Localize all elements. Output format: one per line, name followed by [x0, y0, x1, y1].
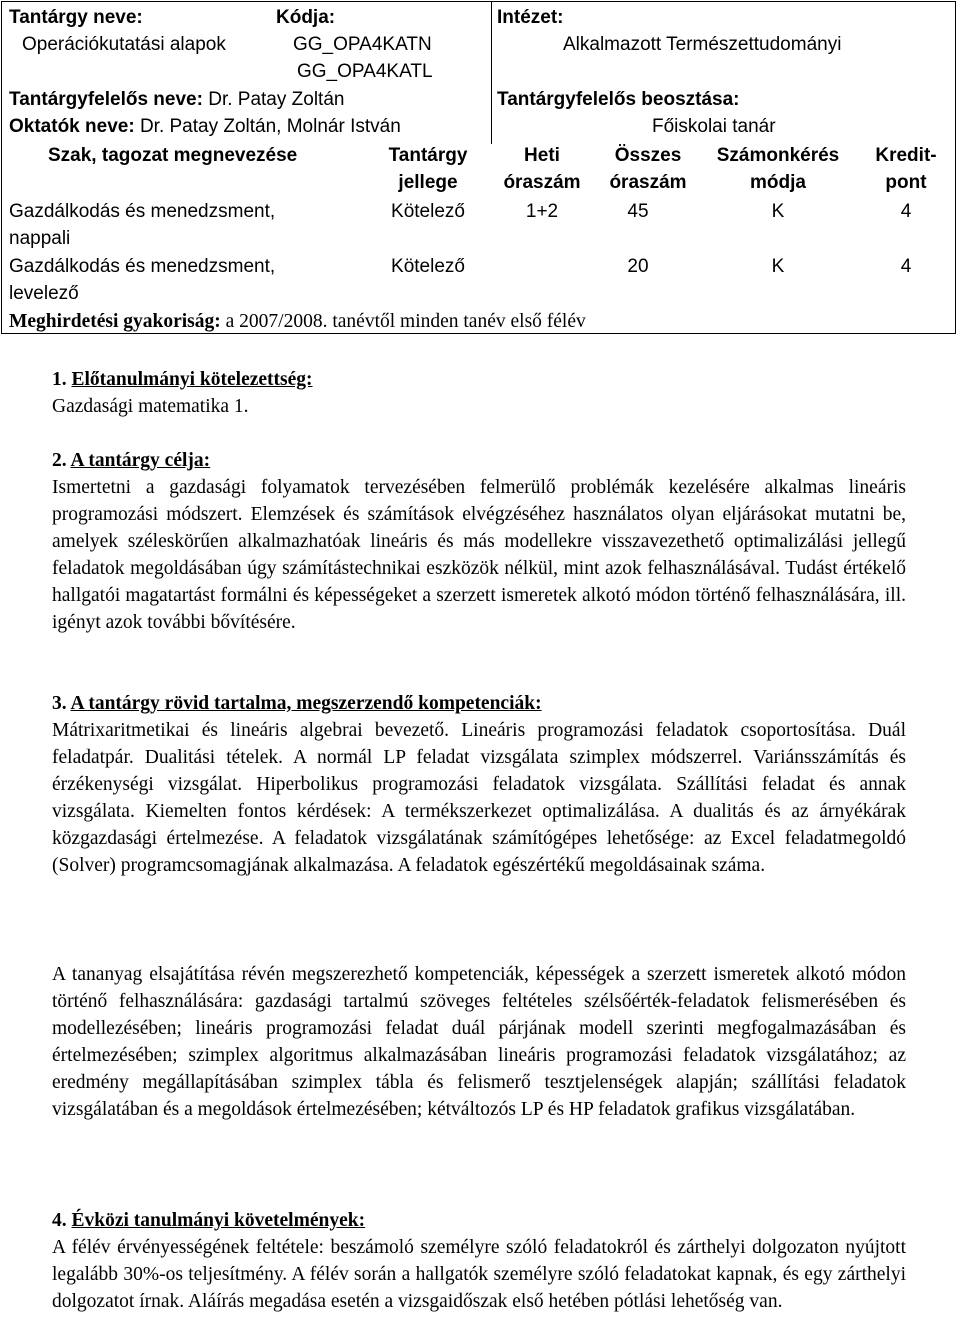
section-4-heading — [52, 1207, 906, 1234]
row2-credit: 4 — [900, 256, 912, 277]
row1-program-line2: nappali — [9, 228, 71, 249]
col-type — [373, 142, 483, 196]
section-1-text: Gazdasági matematika 1. — [52, 396, 249, 417]
section-4-num: 4. — [52, 1210, 67, 1231]
row1-program-line1: Gazdálkodás és menedzsment, — [9, 201, 276, 222]
teachers-row — [9, 113, 401, 140]
section-2-num: 2. — [52, 450, 67, 471]
section-1-heading — [52, 366, 906, 393]
row2-program-line1: Gazdálkodás és menedzsment, — [9, 256, 276, 277]
responsible-label: Tantárgyfelelős neve: — [9, 89, 203, 110]
code-label: Kódja: — [276, 7, 336, 28]
section-4-title: Évközi tanulmányi követelmények: — [71, 1210, 366, 1231]
col-type-line2: jellege — [398, 172, 458, 193]
section-3-text-2: A tananyag elsajátítása révén megszerezhető kompetenciák, képességek a szerzett ismeretek alkotó módon történő felhasználására: gazdasági tartalmú szöveges feltételes szélsőérték-feladatok felismerésében és modellezésében; lineáris programozási feladat duál párjának modell szerinti megfogalmazásában és értelmezésében; szimplex algoritmus alkalmazásában lineáris programozási feladatok vizsgálatához; az eredmény megállapításában szimplex tábla és felismerő tesztjelenségek alapján; szállítási feladatok vizsgálatában és a megoldások értelmezésében; kétváltozós LP és HP feladatok grafikus vizsgálatában. — [52, 964, 906, 1120]
col-total — [593, 142, 703, 196]
row1-program — [9, 198, 275, 252]
responsible-row — [9, 86, 344, 113]
row1-type: Kötelező — [391, 201, 465, 222]
teachers-label: Oktatók neve: — [9, 116, 135, 137]
code-value-1: GG_OPA4KATN — [293, 34, 432, 55]
section-2-heading — [52, 447, 906, 474]
col-credit — [858, 142, 954, 196]
section-2 — [52, 447, 906, 636]
row2-total: 20 — [627, 256, 649, 277]
row1-credit: 4 — [900, 201, 912, 222]
section-3-text-1: Mátrixaritmetikai és lineáris algebrai bevezető. Lineáris programozási feladatok csoportosítása. Duál feladatpár. Dualitási tételek. A normál LP feladat vizsgálata szimplex módszerrel. Variánsszámítás és érzékenységi vizsgálat. Hiperbolikus programozási feladatok vizsgálata. Szállítási feladat és annak vizsgálata. Kiemelten fontos kérdések: A termékszerkezet optimalizálása. A dualitás és az árnyékárak közgazdasági értelmezése. A feladatok vizsgálatának számítógépes lehetősége: az Excel feladatmegoldó (Solver) programcsomagjának alkalmazása. A feladatok egészértékű megoldásainak száma. — [52, 720, 906, 876]
table-divider — [491, 1, 492, 144]
position-label: Tantárgyfelelős beosztása: — [497, 89, 740, 110]
subject-label: Tantárgy neve: — [9, 7, 143, 28]
col-type-line1: Tantárgy — [388, 145, 468, 166]
col-credit-line2: pont — [885, 172, 927, 193]
row2-exam: K — [771, 256, 785, 277]
frequency-label: Meghirdetési gyakoriság: — [9, 311, 221, 332]
col-weekly-line1: Heti — [524, 145, 560, 166]
section-3 — [52, 690, 906, 879]
teachers-value: Dr. Patay Zoltán, Molnár István — [139, 116, 401, 137]
subject-value: Operációkutatási alapok — [22, 34, 226, 55]
col-program: Szak, tagozat megnevezése — [48, 145, 298, 166]
row2-program — [9, 253, 275, 307]
col-credit-line1: Kredit- — [875, 145, 937, 166]
position-value: Főiskolai tanár — [652, 116, 776, 137]
frequency-value: a 2007/2008. tanévtől minden tanév első félév — [225, 311, 586, 332]
section-3-competencies — [52, 961, 906, 1123]
col-exam — [703, 142, 853, 196]
col-total-line1: Összes — [614, 145, 682, 166]
section-1-title: Előtanulmányi kötelezettség: — [71, 369, 313, 390]
section-1 — [52, 366, 906, 420]
section-4 — [52, 1207, 906, 1315]
section-3-heading — [52, 690, 906, 717]
section-2-title: A tantárgy célja: — [70, 450, 211, 471]
row1-weekly: 1+2 — [525, 201, 559, 222]
section-3-title: A tantárgy rövid tartalma, megszerzendő kompetenciák: — [70, 693, 542, 714]
col-exam-line2: módja — [750, 172, 806, 193]
frequency-row — [9, 308, 586, 335]
row1-exam: K — [771, 201, 785, 222]
section-4-text: A félév érvényességének feltétele: beszámoló személyre szóló feladatokról és zárthelyi dolgozaton nyújtott legalább 30%-os teljesítmény. A félév során a hallgatók személyre szóló feladatokat kapnak, és egy zárthelyi dolgozatot írnak. Aláírás megadása esetén a vizsgaidőszak első hetében pótlási lehetőség van. — [52, 1237, 906, 1312]
col-weekly — [487, 142, 597, 196]
institute-value: Alkalmazott Természettudományi — [563, 34, 842, 55]
row2-type: Kötelező — [391, 256, 465, 277]
col-total-line2: óraszám — [609, 172, 687, 193]
responsible-value: Dr. Patay Zoltán — [208, 89, 345, 110]
row1-total: 45 — [627, 201, 649, 222]
section-2-text: Ismertetni a gazdasági folyamatok tervezésében felmerülő problémák kezelésére alkalmas lineáris programozási módszert. Elemzések és számítások elvégzéséhez használatos olyan eljárásokat mutatni be, amelyek széleskörűen alkalmazhatóak lineáris és más modellekre visszavezethető optimalizálási jellegű feladatok megoldásában úgy számítástechnikai eszközök nélkül, mint azok felhasználásával. Tudást értékelő hallgatói magatartást formálni és képességeket a szerzett ismeretek alkotó módon történő felhasználására, ill. igényt azok további bővítésére. — [52, 477, 906, 633]
institute-label: Intézet: — [497, 7, 564, 28]
col-weekly-line2: óraszám — [503, 172, 581, 193]
code-value-2: GG_OPA4KATL — [297, 61, 433, 82]
section-3-num: 3. — [52, 693, 67, 714]
col-exam-line1: Számonkérés — [716, 145, 840, 166]
row2-program-line2: levelező — [9, 283, 79, 304]
section-1-num: 1. — [52, 369, 67, 390]
